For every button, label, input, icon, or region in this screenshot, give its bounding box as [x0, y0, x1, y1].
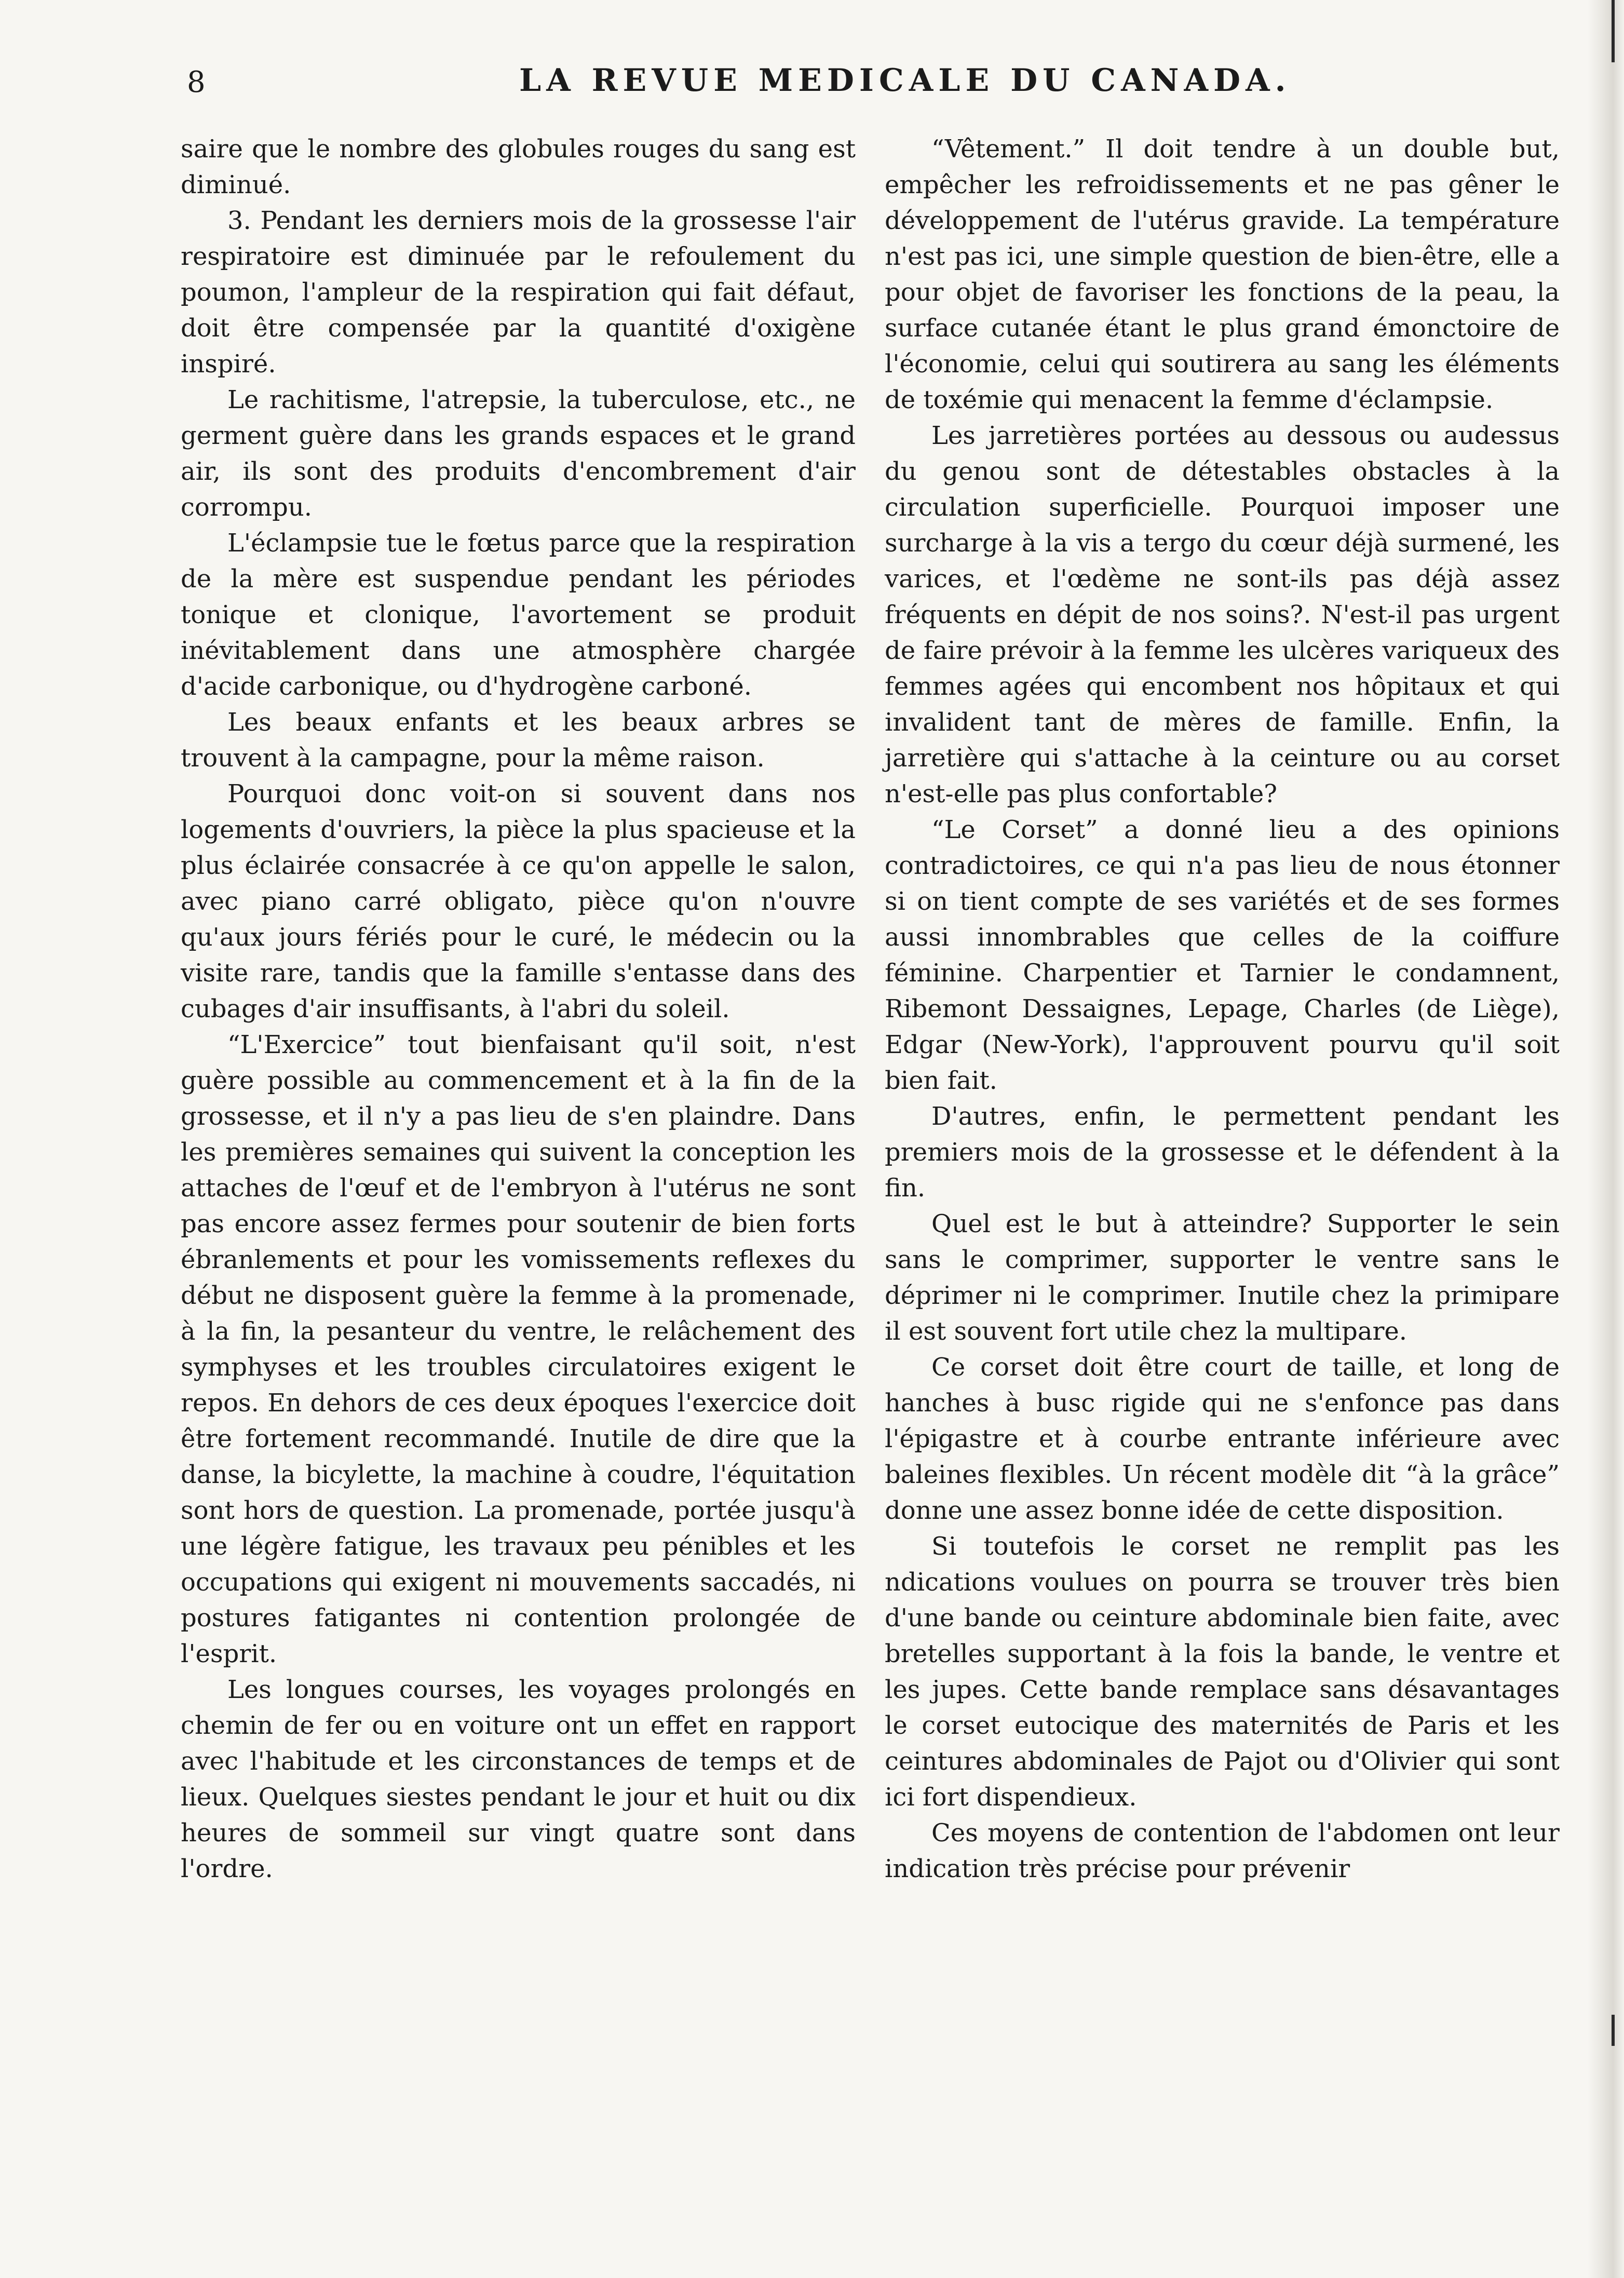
paragraph: Quel est le but à atteindre? Supporter le sein sans le comprimer, supporter le ventre sans le déprimer ni le comprimer. Inutile chez la primipare il est souvent fort utile chez la multipare.: [885, 1209, 1560, 1346]
paragraph: Les longues courses, les voyages prolongés en chemin de fer ou en voiture ont un effet en rapport avec l'habitude et les circonstances de temps et de lieux. Quelques siestes pendant le jour et huit ou dix heures de sommeil sur vingt quatre sont dans l'ordre.: [181, 1675, 856, 1883]
paragraph: D'autres, enfin, le permettent pendant les premiers mois de la grossesse et le défendent à la fin.: [885, 1102, 1560, 1203]
paragraph: Ces moyens de contention de l'abdomen ont leur indication très précise pour prévenir: [885, 1818, 1560, 1883]
binding-mark: [1612, 2015, 1615, 2046]
paragraph: Ce corset doit être court de taille, et long de hanches à busc rigide qui ne s'enfonce pas dans l'épigastre et à courbe entrante inférieure avec baleines flexibles. Un récent modèle dit “à la grâce” donne une assez bonne idée de cette disposition.: [885, 1353, 1560, 1525]
paragraph: saire que le nombre des globules rouges du sang est diminué.: [181, 134, 856, 199]
paragraph: Les jarretières portées au dessous ou audessus du genou sont de détestables obstacles à la circulation superficielle. Pourquoi imposer une surcharge à la vis a tergo du cœur déjà surmené, les varices, et l'œdème ne sont-ils pas déjà assez fréquents en dépit de nos soins?. N'est-il pas urgent de faire prévoir à la femme les ulcères variqueux des femmes agées qui encombent nos hôpitaux et qui invalident tant de mères de famille. Enfin, la jarretière qui s'attache à la ceinture ou au corset n'est-elle pas plus confortable?: [885, 421, 1560, 808]
right-column: [885, 131, 1560, 1887]
paragraph: Si toutefois le corset ne remplit pas les ndications voulues on pourra se trouver très bien d'une bande ou ceinture abdominale bien faite, avec bretelles supportant à la fois la bande, le ventre et les jupes. Cette bande remplace sans désavantages le corset eutocique des maternités de Paris et les ceintures abdominales de Pajot ou d'Olivier qui sont ici fort dispendieux.: [885, 1532, 1560, 1812]
paragraph: “Vêtement.” Il doit tendre à un double but, empêcher les refroidissements et ne pas gêner le développement de l'utérus gravide. La température n'est pas ici, une simple question de bien-être, elle a pour objet de favoriser les fonctions de la peau, la surface cutanée étant le plus grand émonctoire de l'économie, celui qui soutirera au sang les éléments de toxémie qui menacent la femme d'éclampsie.: [885, 134, 1560, 414]
paragraph: L'éclampsie tue le fœtus parce que la respiration de la mère est suspendue pendant les périodes tonique et clonique, l'avortement se produit inévitablement dans une atmosphère chargée d'acide carbonique, ou d'hydrogène carboné.: [181, 529, 856, 701]
paragraph: Les beaux enfants et les beaux arbres se trouvent à la campagne, pour la même raison.: [181, 708, 856, 773]
paragraph: “L'Exercice” tout bienfaisant qu'il soit, n'est guère possible au commencement et à la fin de la grossesse, et il n'y a pas lieu de s'en plaindre. Dans les premières semaines qui suivent la conception les attaches de l'œuf et de l'embryon à l'utérus ne sont pas encore assez fermes pour soutenir de bien forts ébranlements et pour les vomissements reflexes du début ne disposent guère la femme à la promenade, à la fin, la pesanteur du ventre, le relâchement des symphyses et les troubles circulatoires exigent le repos. En dehors de ces deux époques l'exercice doit être fortement recommandé. Inutile de dire que la danse, la bicylette, la machine à coudre, l'équitation sont hors de question. La promenade, portée jusqu'à une légère fatigue, les travaux peu pénibles et les occupations qui exigent ni mouvements saccadés, ni postures fatigantes ni contention prolongée de l'esprit.: [181, 1030, 856, 1668]
paragraph: 3. Pendant les derniers mois de la grossesse l'air respiratoire est diminuée par le refoulement du poumon, l'ampleur de la respiration qui fait défaut, doit être compensée par la quantité d'oxigène inspiré.: [181, 206, 856, 379]
paragraph: Pourquoi donc voit-on si souvent dans nos logements d'ouvriers, la pièce la plus spacieuse et la plus éclairée consacrée à ce qu'on appelle le salon, avec piano carré obligato, pièce qu'on n'ouvre qu'aux jours fériés pour le curé, le médecin ou la visite rare, tandis que la famille s'entasse dans des cubages d'air insuffisants, à l'abri du soleil.: [181, 779, 856, 1023]
page-number: 8: [187, 65, 206, 99]
paragraph: “Le Corset” a donné lieu a des opinions contradictoires, ce qui n'a pas lieu de nous étonner si on tient compte de ses variétés et de ses formes aussi innombrables que celles de la coiffure féminine. Charpentier et Tarnier le condamnent, Ribemont Dessaignes, Lepage, Charles (de Liège), Edgar (New-York), l'approuvent pourvu qu'il soit bien fait.: [885, 815, 1560, 1095]
running-title: LA REVUE MEDICALE DU CANADA.: [519, 62, 1291, 99]
paragraph: Le rachitisme, l'atrepsie, la tuberculose, etc., ne germent guère dans les grands espaces et le grand air, ils sont des produits d'encombrement d'air corrompu.: [181, 385, 856, 522]
left-column: [181, 131, 856, 1887]
page-header: [187, 62, 1547, 107]
binding-mark: [1612, 0, 1615, 62]
page-binding-edge: [1588, 0, 1624, 2278]
